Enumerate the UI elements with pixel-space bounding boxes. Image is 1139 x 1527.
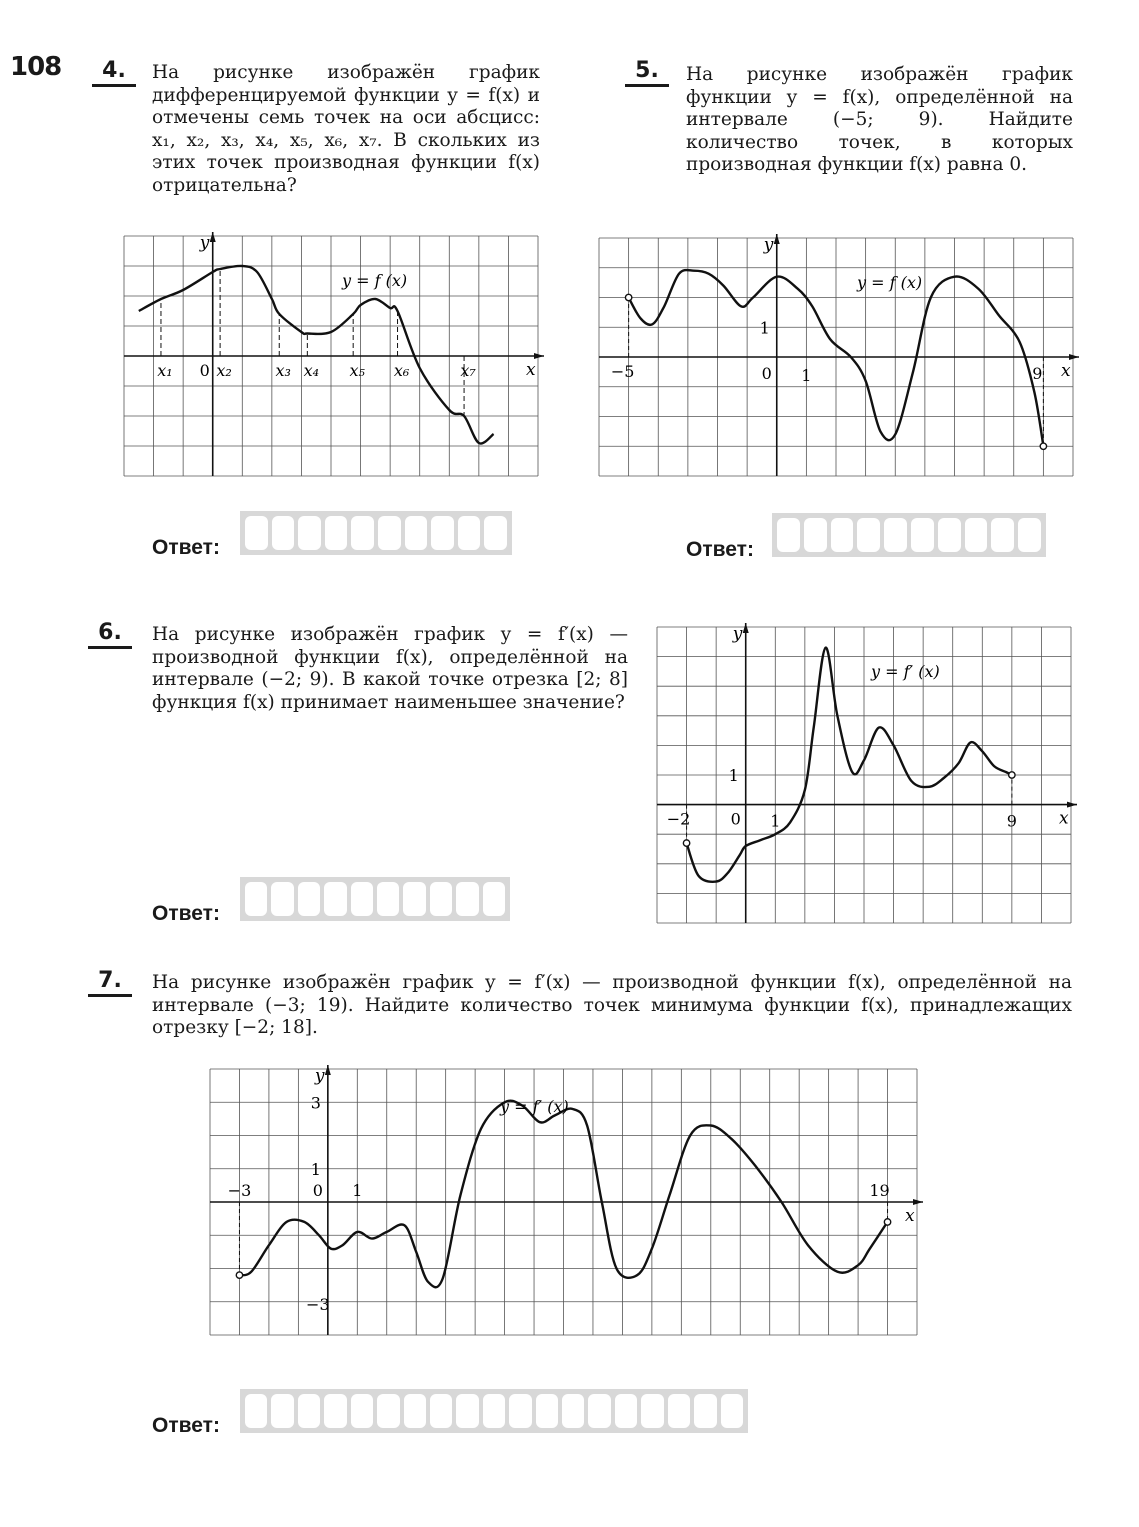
- answer-cell[interactable]: [245, 1394, 267, 1428]
- point-label-x2: x₂: [216, 361, 232, 380]
- tick-label: 9: [1006, 811, 1017, 831]
- y-axis-arrow: [774, 234, 780, 244]
- answer-cell[interactable]: [377, 882, 399, 916]
- x-axis-arrow: [913, 1199, 923, 1205]
- answer-cell[interactable]: [483, 1394, 505, 1428]
- tick-label: 19: [869, 1181, 890, 1200]
- answer-cell[interactable]: [536, 1394, 558, 1428]
- point-label-x5: x₅: [349, 361, 365, 380]
- x-axis-arrow: [1069, 354, 1079, 360]
- answer-cell[interactable]: [483, 882, 505, 916]
- problem-4-answer-field[interactable]: [240, 511, 512, 555]
- y-axis-arrow: [210, 232, 216, 242]
- answer-cell[interactable]: [991, 518, 1014, 552]
- problem-7-answer-field[interactable]: [240, 1389, 748, 1433]
- answer-cell[interactable]: [403, 882, 425, 916]
- problem-4-text: На рисунке изображён график дифференцируемой функции y = f(x) и отмечены семь точек на оси абсцисс: x₁, x₂, x₃, x₄, x₅, x₆, x₇. В скольких из этих точек производная функции f(x) отрицательна?: [152, 62, 540, 196]
- tick-label: 1: [728, 766, 739, 785]
- answer-cell[interactable]: [324, 1394, 346, 1428]
- problem-7-answer-label: Ответ:: [152, 1414, 220, 1437]
- y-axis-label: y: [314, 1066, 325, 1086]
- answer-cell[interactable]: [588, 1394, 610, 1428]
- answer-cell[interactable]: [456, 1394, 478, 1428]
- answer-cell[interactable]: [245, 516, 268, 550]
- answer-cell[interactable]: [831, 518, 854, 552]
- answer-cell[interactable]: [562, 1394, 584, 1428]
- answer-cell[interactable]: [668, 1394, 690, 1428]
- problem-5-answer-field[interactable]: [772, 513, 1046, 557]
- answer-cell[interactable]: [271, 1394, 293, 1428]
- tick-label: 0: [730, 809, 741, 829]
- open-endpoint: [884, 1219, 890, 1225]
- answer-cell[interactable]: [458, 516, 481, 550]
- answer-cell[interactable]: [430, 1394, 452, 1428]
- answer-cell[interactable]: [615, 1394, 637, 1428]
- answer-cell[interactable]: [456, 882, 478, 916]
- answer-cell[interactable]: [377, 1394, 399, 1428]
- problem-7-text: На рисунке изображён график y = f′(x) — производной функции f(x), определённой на интервале (−3; 19). Найдите количество точек минимума функции f(x), принадлежащих отрезку [−2; 18].: [152, 972, 1072, 1038]
- tick-label: 0: [199, 361, 210, 380]
- tick-label: −3: [306, 1294, 330, 1314]
- answer-cell[interactable]: [641, 1394, 663, 1428]
- answer-cell[interactable]: [351, 882, 373, 916]
- page-number: 108: [10, 52, 62, 82]
- tick-label: −3: [227, 1181, 252, 1200]
- answer-cell[interactable]: [938, 518, 961, 552]
- x-axis-label: x: [526, 360, 536, 380]
- problem-6-answer-field[interactable]: [240, 877, 510, 921]
- answer-cell[interactable]: [721, 1394, 743, 1428]
- answer-cell[interactable]: [298, 1394, 320, 1428]
- answer-cell[interactable]: [804, 518, 827, 552]
- x-axis-arrow: [1067, 802, 1077, 808]
- open-endpoint: [236, 1272, 242, 1278]
- curve-label: y = f′ (x): [500, 1097, 569, 1116]
- open-endpoint: [1040, 443, 1046, 449]
- tick-label: 3: [310, 1093, 321, 1113]
- answer-cell[interactable]: [272, 516, 295, 550]
- answer-cell[interactable]: [484, 516, 507, 550]
- tick-label: 1: [759, 318, 770, 338]
- tick-label: 1: [352, 1181, 363, 1200]
- tick-label: 9: [1032, 364, 1043, 383]
- answer-cell[interactable]: [245, 882, 267, 916]
- x-axis-label: x: [1059, 808, 1069, 829]
- problem-7-number: 7.: [88, 968, 132, 997]
- answer-cell[interactable]: [271, 882, 293, 916]
- answer-cell[interactable]: [965, 518, 988, 552]
- answer-cell[interactable]: [378, 516, 401, 550]
- answer-cell[interactable]: [298, 882, 320, 916]
- open-endpoint: [683, 840, 689, 846]
- problem-6-number: 6.: [88, 620, 132, 649]
- tick-label: 1: [801, 366, 812, 385]
- point-label-x6: x₆: [393, 361, 410, 380]
- open-endpoint: [625, 294, 631, 300]
- y-axis-label: y: [199, 233, 210, 253]
- tick-label: 1: [310, 1159, 321, 1179]
- answer-cell[interactable]: [351, 1394, 373, 1428]
- answer-cell[interactable]: [509, 1394, 531, 1428]
- problem-6-answer-label: Ответ:: [152, 902, 220, 925]
- problem-6-text: На рисунке изображён график y = f′(x) — производной функции f(x), определённой на интервале (−2; 9). В какой точке отрезка [2; 8] функция f(x) принимает наименьшее значение?: [152, 624, 628, 713]
- answer-cell[interactable]: [884, 518, 907, 552]
- function-curve: [687, 648, 1012, 882]
- tick-label: −2: [666, 809, 691, 829]
- x-axis-label: x: [1061, 361, 1071, 381]
- tick-label: 0: [312, 1181, 323, 1200]
- tick-label: −5: [610, 362, 635, 381]
- problem-5-number: 5.: [625, 58, 669, 87]
- x-axis-arrow: [534, 353, 544, 359]
- problem-5-text: На рисунке изображён график функции y = f(x), определённой на интервале (−5; 9). Найдите количество точек, в которых производная функции f(x) равна 0.: [686, 64, 1073, 175]
- point-label-x3: x₃: [275, 361, 291, 380]
- curve-label: y = f (x): [857, 273, 923, 292]
- open-endpoint: [1009, 772, 1015, 778]
- answer-cell[interactable]: [324, 882, 346, 916]
- function-curve: [139, 266, 494, 444]
- curve-label: y = f′ (x): [871, 662, 940, 681]
- problem-5-answer-label: Ответ:: [686, 538, 754, 561]
- answer-cell[interactable]: [911, 518, 934, 552]
- tick-label: 1: [770, 811, 781, 831]
- problem-4-answer-label: Ответ:: [152, 536, 220, 559]
- problem-6-graph: [657, 624, 1071, 923]
- answer-cell[interactable]: [857, 518, 880, 552]
- answer-cell[interactable]: [404, 1394, 426, 1428]
- y-axis-label: y: [732, 624, 743, 644]
- problem-5-graph: [599, 235, 1073, 476]
- y-axis-arrow: [325, 1065, 331, 1075]
- problem-7-graph: [210, 1066, 917, 1335]
- answer-cell[interactable]: [405, 516, 428, 550]
- y-axis-label: y: [763, 235, 774, 255]
- answer-cell[interactable]: [694, 1394, 716, 1428]
- tick-label: 0: [761, 364, 772, 383]
- point-label-x1: x₁: [157, 361, 173, 380]
- answer-cell[interactable]: [431, 516, 454, 550]
- answer-cell[interactable]: [777, 518, 800, 552]
- x-axis-label: x: [905, 1206, 915, 1226]
- answer-cell[interactable]: [430, 882, 452, 916]
- answer-cell[interactable]: [298, 516, 321, 550]
- answer-cell[interactable]: [351, 516, 374, 550]
- point-label-x4: x₄: [303, 361, 320, 380]
- answer-cell[interactable]: [1018, 518, 1041, 552]
- problem-4-number: 4.: [92, 58, 136, 87]
- problem-4-graph: [124, 233, 538, 476]
- y-axis-arrow: [743, 623, 749, 633]
- curve-label: y = f (x): [342, 271, 408, 290]
- answer-cell[interactable]: [325, 516, 348, 550]
- point-label-x7: x₇: [460, 361, 476, 380]
